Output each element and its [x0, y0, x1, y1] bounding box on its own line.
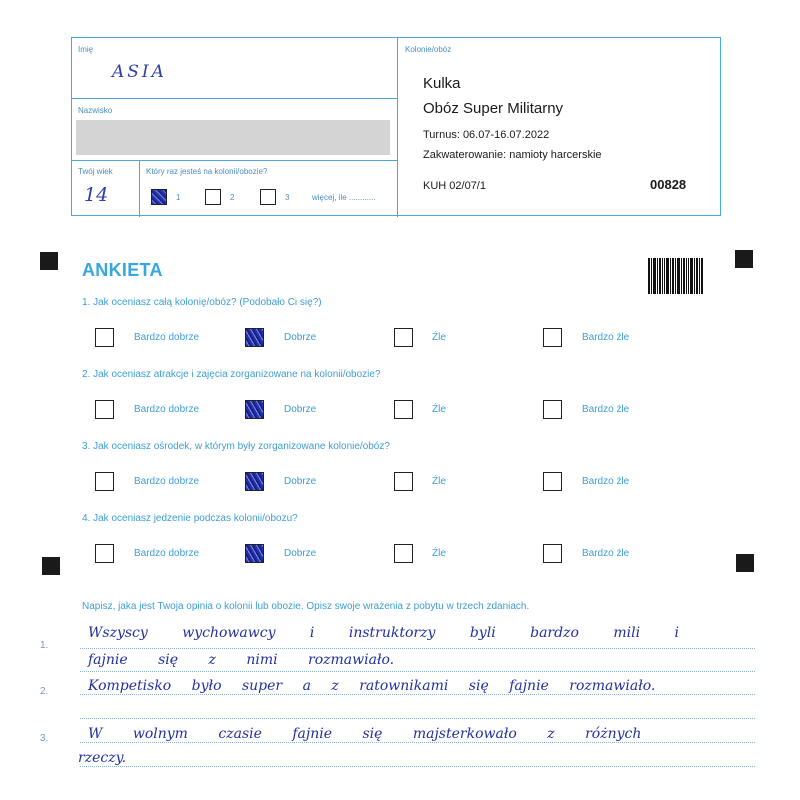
question-4: 4. Jak oceniasz jedzenie podczas kolonii/obozu? — [82, 513, 298, 524]
form-divider-vertical — [139, 160, 140, 217]
q4-option-very-good[interactable] — [95, 544, 114, 563]
opinion-prompt: Napisz, jaka jest Twoja opinia o kolonii lub obozie. Opisz swoje wrażenia z pobytu w trzech zdaniach. — [82, 601, 530, 612]
last-name-label: Nazwisko — [78, 106, 113, 115]
q1-label-bad: Źle — [432, 332, 446, 343]
camp-label: Kolonie/obóz — [405, 45, 452, 54]
camp-name: Kulka — [423, 75, 461, 92]
writing-line — [80, 671, 755, 672]
times-option-2: 2 — [230, 193, 235, 202]
writing-line — [80, 718, 755, 719]
alignment-marker — [735, 250, 753, 268]
camp-type: Obóz Super Militarny — [423, 100, 564, 117]
opinion-line-2[interactable]: fajnie się z nimi rozmawiało. — [88, 652, 395, 668]
times-checkbox-1[interactable] — [151, 189, 167, 205]
q1-label-very-bad: Bardzo źle — [582, 332, 630, 343]
personal-info-form — [71, 37, 721, 216]
question-3: 3. Jak oceniasz ośrodek, w którym były zorganizowane kolonie/obóz? — [82, 441, 390, 452]
q1-option-good[interactable] — [245, 328, 264, 347]
q3-label-bad: Źle — [432, 476, 446, 487]
q2-option-good[interactable] — [245, 400, 264, 419]
opinion-line-3[interactable]: Kompetisko było super a z ratownikami się fajnie rozmawiało. — [88, 678, 656, 694]
camp-accommodation: Zakwaterowanie: namioty harcerskie — [423, 149, 602, 161]
form-divider — [72, 160, 397, 161]
q1-option-bad[interactable] — [394, 328, 413, 347]
camp-turnus: Turnus: 06.07-16.07.2022 — [423, 129, 550, 141]
times-option-3: 3 — [285, 193, 290, 202]
q3-option-good[interactable] — [245, 472, 264, 491]
question-2: 2. Jak oceniasz atrakcje i zajęcia zorganizowane na kolonii/obozie? — [82, 369, 381, 380]
q3-option-bad[interactable] — [394, 472, 413, 491]
first-name-label: Imię — [78, 45, 94, 54]
q4-label-very-bad: Bardzo źle — [582, 548, 630, 559]
barcode-icon — [648, 258, 703, 294]
alignment-marker — [42, 557, 60, 575]
q2-label-very-bad: Bardzo źle — [582, 404, 630, 415]
opinion-line-1[interactable]: Wszyscy wychowawcy i instruktorzy byli bardzo mili i — [88, 625, 679, 641]
sentence-number-2: 2. — [40, 686, 49, 697]
question-1: 1. Jak oceniasz całą kolonię/obóz? (Podobało Ci się?) — [82, 297, 322, 308]
q2-option-very-good[interactable] — [95, 400, 114, 419]
alignment-marker — [736, 554, 754, 572]
q3-option-very-good[interactable] — [95, 472, 114, 491]
sentence-number-3: 3. — [40, 733, 49, 744]
opinion-line-5[interactable]: rzeczy. — [78, 750, 127, 766]
opinion-line-4[interactable]: W wolnym czasie fajnie się majsterkowało z różnych — [88, 726, 642, 742]
q1-label-good: Dobrze — [284, 332, 317, 343]
q2-label-good: Dobrze — [284, 404, 317, 415]
sentence-number-1: 1. — [40, 640, 49, 651]
q4-option-bad[interactable] — [394, 544, 413, 563]
age-label: Twój wiek — [78, 167, 113, 176]
q2-label-bad: Źle — [432, 404, 446, 415]
form-divider — [72, 98, 397, 99]
q4-label-very-good: Bardzo dobrze — [134, 548, 200, 559]
q4-option-very-bad[interactable] — [543, 544, 562, 563]
q3-option-very-bad[interactable] — [543, 472, 562, 491]
writing-line — [80, 648, 755, 649]
times-checkbox-2[interactable] — [205, 189, 221, 205]
times-option-1: 1 — [176, 193, 181, 202]
q1-option-very-bad[interactable] — [543, 328, 562, 347]
q3-label-very-good: Bardzo dobrze — [134, 476, 200, 487]
q3-label-very-bad: Bardzo źle — [582, 476, 630, 487]
writing-line — [80, 694, 755, 695]
form-divider-vertical — [397, 38, 398, 217]
q4-label-good: Dobrze — [284, 548, 317, 559]
q2-label-very-good: Bardzo dobrze — [134, 404, 200, 415]
q4-label-bad: Źle — [432, 548, 446, 559]
times-option-more: więcej, ile ............ — [312, 193, 376, 202]
first-name-value[interactable]: ASIA — [112, 62, 167, 82]
q2-option-very-bad[interactable] — [543, 400, 562, 419]
q2-option-bad[interactable] — [394, 400, 413, 419]
q1-option-very-good[interactable] — [95, 328, 114, 347]
form-number: 00828 — [650, 177, 687, 192]
camp-code: KUH 02/07/1 — [423, 180, 486, 192]
last-name-redacted — [76, 120, 390, 155]
writing-line — [80, 742, 755, 743]
q1-label-very-good: Bardzo dobrze — [134, 332, 200, 343]
times-checkbox-3[interactable] — [260, 189, 276, 205]
writing-line — [80, 766, 755, 767]
survey-title: ANKIETA — [82, 260, 163, 280]
times-label: Który raz jesteś na kolonii/obozie? — [146, 167, 268, 176]
q4-option-good[interactable] — [245, 544, 264, 563]
alignment-marker — [40, 252, 58, 270]
q3-label-good: Dobrze — [284, 476, 317, 487]
age-value[interactable]: 14 — [84, 184, 109, 206]
